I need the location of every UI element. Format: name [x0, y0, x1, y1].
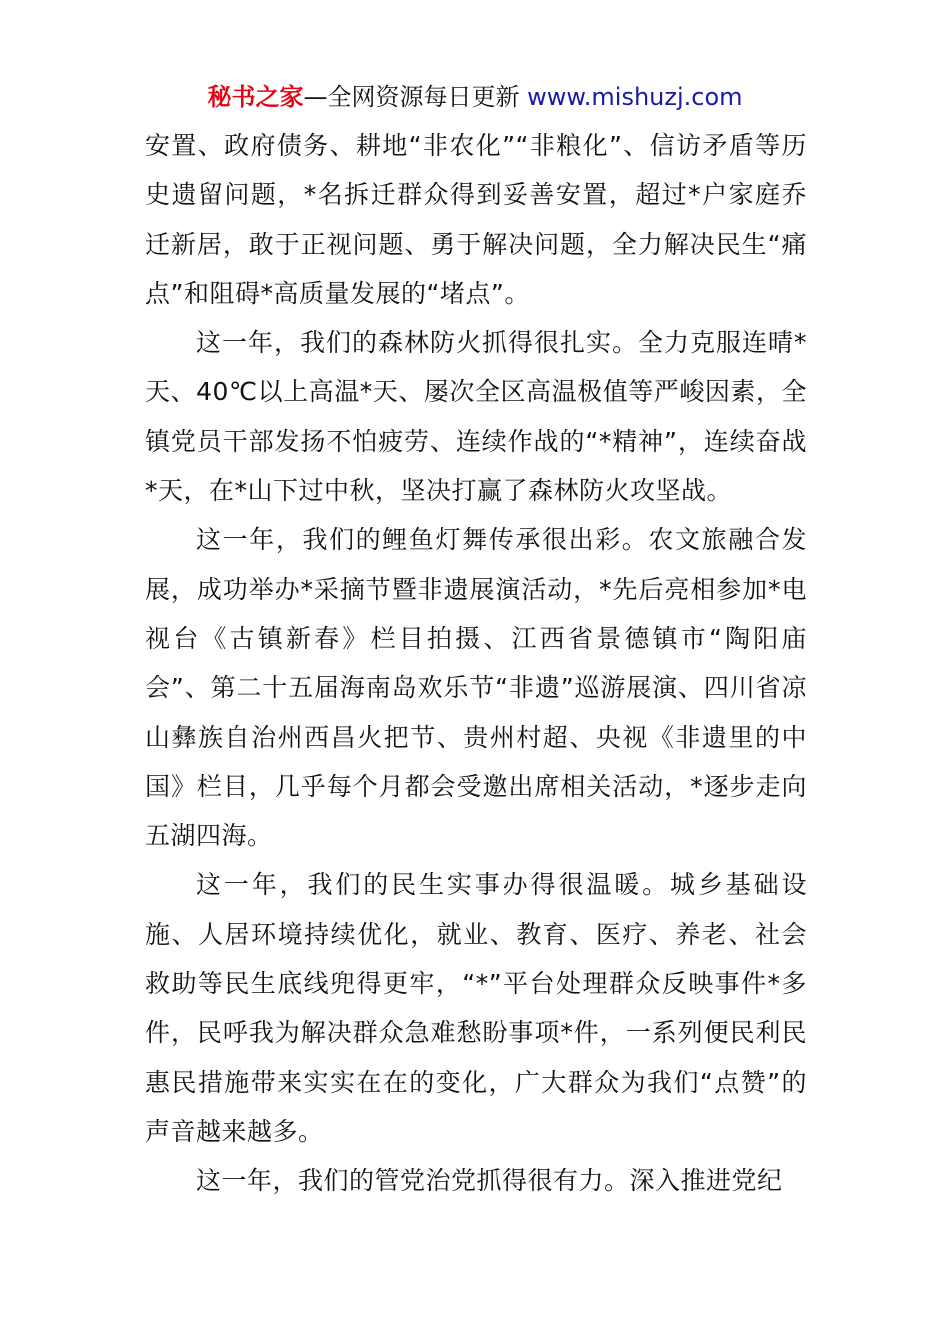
brand-name: 秘书之家 — [207, 83, 304, 111]
site-url-link[interactable]: www.mishuzj.com — [527, 83, 743, 111]
paragraph-continuation: 安置、政府债务、耕地“非农化”“非粮化”、信访矛盾等历史遗留问题，*名拆迁群众得到妥善安置，超过*户家庭乔迁新居，敢于正视问题、勇于解决问题，全力解决民生“痛点”和阻碍*高质量发展的“堵点”。 — [145, 131, 807, 308]
paragraph-party-governance: 这一年，我们的管党治党抓得很有力。深入推进党纪 — [196, 1166, 783, 1196]
document-body — [145, 121, 807, 1206]
paragraph-carp-lantern-dance: 这一年，我们的鲤鱼灯舞传承很出彩。农文旅融合发展，成功举办*采摘节暨非遗展演活动，*先后亮相参加*电视台《古镇新春》栏目拍摄、江西省景德镇市“陶阳庙会”、第二十五届海南岛欢乐节“非遗”巡游展演、四川省凉山彝族自治州西昌火把节、贵州村超、央视《非遗里的中国》栏目，几乎每个月都会受邀出席相关活动，*逐步走向五湖四海。 — [145, 525, 807, 851]
paragraph-forest-fire: 这一年，我们的森林防火抓得很扎实。全力克服连晴*天、40℃以上高温*天、屡次全区高温极值等严峻因素，全镇党员干部发扬不怕疲劳、连续作战的“*精神”，连续奋战*天，在*山下过中秋，坚决打赢了森林防火攻坚战。 — [145, 328, 807, 506]
paragraph-livelihood: 这一年，我们的民生实事办得很温暖。城乡基础设施、人居环境持续优化，就业、教育、医疗、养老、社会救助等民生底线兜得更牢，“*”平台处理群众反映事件*多件，民呼我为解决群众急难愁盼事项*件，一系列便民利民惠民措施带来实实在在的变化，广大群众为我们“点赞”的声音越来越多。 — [145, 870, 807, 1146]
header-slogan: —全网资源每日更新 — [303, 83, 528, 111]
site-header — [0, 80, 950, 114]
